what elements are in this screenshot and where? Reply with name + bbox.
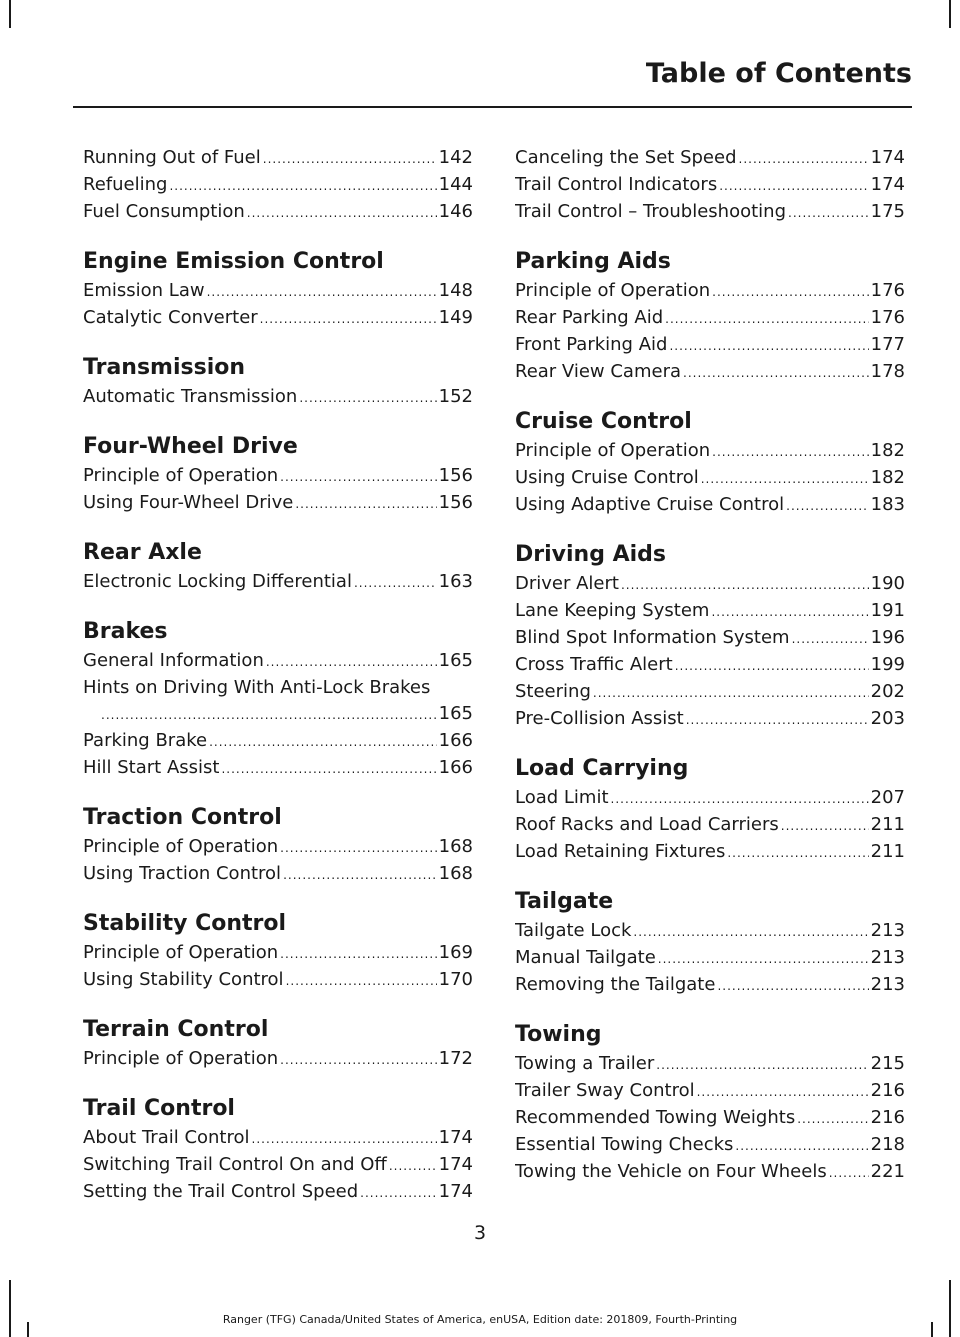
toc-entry[interactable] (515, 359, 905, 386)
entry-title: Tailgate Lock (515, 920, 632, 941)
toc-entry[interactable] (515, 305, 905, 332)
entry-title: Fuel Consumption (83, 201, 245, 222)
entry-page: 178 (870, 361, 905, 382)
entry-page: 168 (438, 836, 473, 857)
entry-title: Steering (515, 681, 591, 702)
crop-mark-bottom-right (949, 1280, 951, 1337)
entry-title: Load Retaining Fixtures (515, 841, 726, 862)
dot-leader (658, 946, 869, 972)
toc-entry[interactable] (83, 490, 473, 517)
dot-leader (101, 702, 437, 728)
page-title: Table of Contents (645, 58, 912, 89)
toc-entry[interactable] (515, 945, 905, 972)
entry-title: Trailer Sway Control (515, 1080, 695, 1101)
entry-page: 177 (870, 334, 905, 355)
dot-leader (621, 572, 869, 598)
entry-page: 149 (438, 307, 473, 328)
dot-leader (711, 599, 868, 625)
entry-title: Using Cruise Control (515, 467, 699, 488)
section-heading: Towing (515, 1022, 602, 1047)
dot-leader (207, 279, 437, 305)
section-heading: Transmission (83, 355, 246, 380)
entry-page: 190 (870, 573, 905, 594)
entry-page: 207 (870, 787, 905, 808)
toc-entry[interactable] (515, 918, 905, 945)
dot-leader (280, 1047, 437, 1073)
dot-leader (712, 439, 869, 465)
entry-page: 221 (870, 1161, 905, 1182)
dot-leader (727, 840, 868, 866)
entry-page: 174 (870, 174, 905, 195)
entry-title: Rear View Camera (515, 361, 681, 382)
toc-entry[interactable] (515, 199, 905, 226)
toc-entry[interactable] (515, 1105, 905, 1132)
entry-page: 144 (438, 174, 473, 195)
crop-mark-top-left (9, 0, 11, 28)
dot-leader (735, 1133, 868, 1159)
entry-page: 174 (438, 1127, 473, 1148)
toc-right-column (515, 145, 905, 1208)
toc-section (83, 354, 473, 411)
dot-leader (299, 385, 436, 411)
toc-entry[interactable] (515, 145, 905, 172)
entry-page: 211 (870, 841, 905, 862)
entry-page: 218 (870, 1134, 905, 1155)
entry-title: Hill Start Assist (83, 757, 220, 778)
entry-page: 166 (438, 730, 473, 751)
dot-leader (781, 813, 869, 839)
entry-page: 163 (438, 571, 473, 592)
entry-page: 156 (438, 465, 473, 486)
toc-entry[interactable] (83, 199, 473, 226)
toc-entry[interactable] (83, 305, 473, 332)
dot-leader (712, 279, 869, 305)
toc-entry[interactable] (83, 172, 473, 199)
dot-leader (792, 626, 869, 652)
entry-title: Pre-Collision Assist (515, 708, 684, 729)
section-heading: Driving Aids (515, 542, 667, 567)
entry-page: 213 (870, 974, 905, 995)
toc-entry[interactable] (515, 706, 905, 733)
toc-entry[interactable] (515, 652, 905, 679)
section-heading: Load Carrying (515, 756, 689, 781)
toc-entry[interactable] (515, 1132, 905, 1159)
toc-entry[interactable] (515, 571, 905, 598)
toc-left-column (83, 145, 473, 1228)
entry-title: Load Limit (515, 787, 609, 808)
title-rule (73, 106, 912, 108)
entry-page: 215 (870, 1053, 905, 1074)
entry-page: 152 (438, 386, 473, 407)
toc-entry[interactable] (515, 1159, 905, 1186)
entry-page: 182 (870, 440, 905, 461)
dot-leader (788, 200, 869, 226)
entry-title: Blind Spot Information System (515, 627, 790, 648)
entry-title: Catalytic Converter (83, 307, 258, 328)
entry-title: Electronic Locking Differential (83, 571, 352, 592)
page-number: 3 (473, 1222, 487, 1244)
toc-entry[interactable] (515, 438, 905, 465)
dot-leader (697, 1079, 869, 1105)
dot-leader (295, 491, 436, 517)
toc-section (83, 804, 473, 888)
entry-title: Principle of Operation (83, 1048, 279, 1069)
toc-entry[interactable] (83, 278, 473, 305)
section-heading: Four-Wheel Drive (83, 434, 298, 459)
section-heading: Parking Aids (515, 249, 671, 274)
dot-leader (283, 862, 437, 888)
entry-page: 146 (438, 201, 473, 222)
entry-title: General Information (83, 650, 264, 671)
section-heading: Traction Control (83, 805, 282, 830)
toc-section (515, 408, 905, 519)
entry-page: 213 (870, 920, 905, 941)
entry-title: Essential Towing Checks (515, 1134, 734, 1155)
entry-page: 216 (870, 1080, 905, 1101)
toc-entry[interactable] (83, 384, 473, 411)
entry-page: 170 (438, 969, 473, 990)
entry-page: 196 (870, 627, 905, 648)
dot-leader (611, 786, 869, 812)
toc-section (515, 888, 905, 999)
toc-entry[interactable] (83, 728, 473, 755)
toc-section (83, 1016, 473, 1073)
toc-entry[interactable] (515, 332, 905, 359)
entry-title: Principle of Operation (83, 836, 279, 857)
toc-entry[interactable] (515, 785, 905, 812)
toc-entry[interactable] (515, 278, 905, 305)
dot-leader (593, 680, 869, 706)
section-heading: Trail Control (83, 1096, 235, 1121)
toc-section (83, 618, 473, 782)
entry-title: Principle of Operation (515, 280, 711, 301)
entry-page: 175 (870, 201, 905, 222)
entry-title: Using Traction Control (83, 863, 282, 884)
entry-title: Principle of Operation (515, 440, 711, 461)
entry-page: 169 (438, 942, 473, 963)
dot-leader (389, 1153, 437, 1179)
toc-section (83, 433, 473, 517)
entry-page: 165 (438, 650, 473, 671)
entry-title: Front Parking Aid (515, 334, 668, 355)
entry-page: 148 (438, 280, 473, 301)
entry-title: Canceling the Set Speed (515, 147, 737, 168)
toc-section (83, 1095, 473, 1206)
dot-leader (280, 941, 437, 967)
entry-page: 199 (870, 654, 905, 675)
dot-leader (209, 729, 437, 755)
entry-title: Rear Parking Aid (515, 307, 664, 328)
section-heading: Cruise Control (515, 409, 692, 434)
entry-page: 203 (870, 708, 905, 729)
dot-leader (360, 1180, 436, 1206)
entry-page: 174 (438, 1154, 473, 1175)
toc-entry[interactable] (83, 1179, 473, 1206)
entry-page: 166 (438, 757, 473, 778)
section-heading: Terrain Control (83, 1017, 269, 1042)
dot-leader (263, 146, 437, 172)
entry-page: 183 (870, 494, 905, 515)
entry-title: Principle of Operation (83, 465, 279, 486)
section-heading: Brakes (83, 619, 168, 644)
dot-leader (829, 1160, 869, 1186)
entry-title: Using Adaptive Cruise Control (515, 494, 785, 515)
toc-entry[interactable] (83, 1152, 473, 1179)
toc-entry[interactable] (515, 598, 905, 625)
toc-entry[interactable] (83, 463, 473, 490)
toc-section (83, 145, 473, 226)
entry-page: 174 (438, 1181, 473, 1202)
toc-section (83, 539, 473, 596)
toc-entry[interactable] (83, 861, 473, 888)
entry-page: 176 (870, 280, 905, 301)
entry-title: Setting the Trail Control Speed (83, 1181, 359, 1202)
toc-section (83, 248, 473, 332)
entry-title: Trail Control Indicators (515, 174, 718, 195)
dot-leader (717, 973, 868, 999)
toc-section (515, 541, 905, 733)
entry-page: 142 (438, 147, 473, 168)
dot-leader (656, 1052, 868, 1078)
toc-entry[interactable] (515, 625, 905, 652)
section-heading: Engine Emission Control (83, 249, 384, 274)
crop-mark-top-right (949, 0, 951, 28)
dot-leader (665, 306, 869, 332)
entry-page: 172 (438, 1048, 473, 1069)
toc-entry[interactable] (515, 1078, 905, 1105)
entry-page: 176 (870, 307, 905, 328)
toc-section (515, 145, 905, 226)
entry-title: Using Four-Wheel Drive (83, 492, 294, 513)
section-heading: Tailgate (515, 889, 614, 914)
entry-page: 202 (870, 681, 905, 702)
entry-page: 165 (438, 703, 473, 724)
dot-leader (739, 146, 869, 172)
edition-footer: Ranger (TFG) Canada/United States of America, enUSA, Edition date: 201809, Fourth-Printing (222, 1313, 738, 1326)
entry-page: 213 (870, 947, 905, 968)
toc-entry[interactable] (515, 1051, 905, 1078)
entry-title: Driver Alert (515, 573, 619, 594)
dot-leader (280, 464, 437, 490)
toc-entry[interactable] (83, 967, 473, 994)
toc-entry[interactable] (515, 172, 905, 199)
entry-title: Refueling (83, 174, 168, 195)
section-heading: Rear Axle (83, 540, 202, 565)
dot-leader (701, 466, 869, 492)
entry-title: Roof Racks and Load Carriers (515, 814, 779, 835)
entry-title: Running Out of Fuel (83, 147, 261, 168)
toc-section (515, 248, 905, 386)
toc-entry[interactable] (515, 679, 905, 706)
entry-leader-line (83, 701, 473, 728)
entry-page: 216 (870, 1107, 905, 1128)
toc-entry[interactable] (515, 465, 905, 492)
toc-entry[interactable] (83, 940, 473, 967)
entry-title: Trail Control – Troubleshooting (515, 201, 786, 222)
entry-title: Cross Traffic Alert (515, 654, 673, 675)
entry-title: About Trail Control (83, 1127, 250, 1148)
dot-leader (286, 968, 437, 994)
toc-section (515, 1021, 905, 1186)
dot-leader (260, 306, 437, 332)
entry-title: Recommended Towing Weights (515, 1107, 796, 1128)
toc-entry[interactable] (515, 492, 905, 519)
toc-entry[interactable] (83, 755, 473, 782)
dot-leader (247, 200, 437, 226)
dot-leader (669, 333, 868, 359)
entry-page: 174 (870, 147, 905, 168)
toc-entry[interactable] (83, 834, 473, 861)
toc-entry[interactable] (83, 1125, 473, 1152)
dot-leader (797, 1106, 868, 1132)
dot-leader (280, 835, 437, 861)
entry-title: Emission Law (83, 280, 205, 301)
entry-page: 191 (870, 600, 905, 621)
toc-entry[interactable] (83, 1046, 473, 1073)
dot-leader (266, 649, 437, 675)
entry-title: Towing a Trailer (515, 1053, 655, 1074)
dot-leader (252, 1126, 437, 1152)
toc-section (515, 755, 905, 866)
dot-leader (354, 570, 437, 596)
toc-entry[interactable] (83, 569, 473, 596)
toc-section (83, 910, 473, 994)
dot-leader (675, 653, 869, 679)
entry-page: 168 (438, 863, 473, 884)
entry-title: Hints on Driving With Anti-Lock Brakes (83, 677, 431, 698)
entry-page: 211 (870, 814, 905, 835)
dot-leader (786, 493, 869, 519)
crop-mark-bottom-left (9, 1280, 11, 1337)
entry-title: Using Stability Control (83, 969, 284, 990)
toc-entry[interactable] (83, 145, 473, 172)
section-heading: Stability Control (83, 911, 287, 936)
entry-title: Removing the Tailgate (515, 974, 716, 995)
dot-leader (633, 919, 868, 945)
toc-entry[interactable] (515, 812, 905, 839)
toc-entry[interactable] (515, 839, 905, 866)
toc-entry[interactable] (83, 675, 473, 728)
toc-entry[interactable] (83, 648, 473, 675)
dot-leader (686, 707, 869, 733)
entry-page: 182 (870, 467, 905, 488)
entry-title: Automatic Transmission (83, 386, 298, 407)
entry-title: Lane Keeping System (515, 600, 710, 621)
dot-leader (719, 173, 868, 199)
entry-title: Manual Tailgate (515, 947, 656, 968)
dot-leader (221, 756, 436, 782)
entry-title: Principle of Operation (83, 942, 279, 963)
entry-title: Switching Trail Control On and Off (83, 1154, 387, 1175)
toc-entry[interactable] (515, 972, 905, 999)
dot-leader (169, 173, 436, 199)
entry-title: Parking Brake (83, 730, 208, 751)
dot-leader (683, 360, 869, 386)
entry-page: 156 (438, 492, 473, 513)
entry-title: Towing the Vehicle on Four Wheels (515, 1161, 827, 1182)
